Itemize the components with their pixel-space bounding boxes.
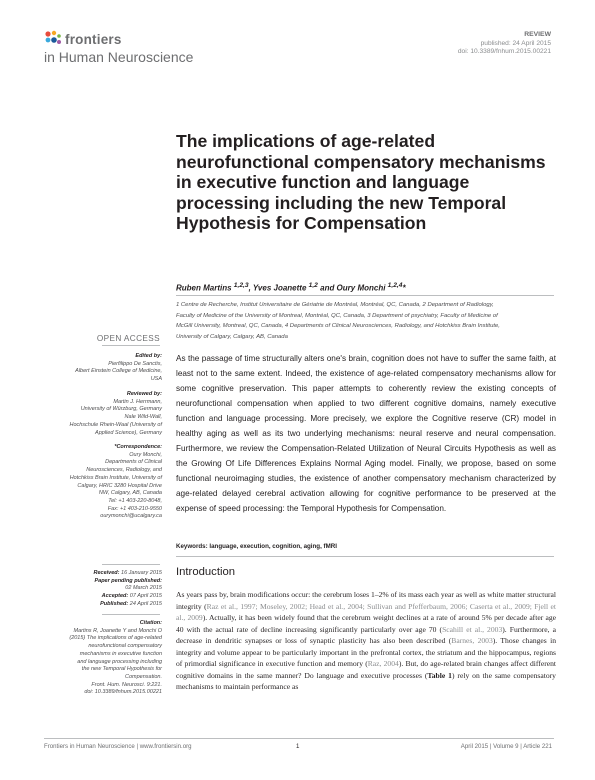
citation-line: neurofunctional compensatory	[88, 643, 162, 650]
citation-line: the new Temporal Hypothesis for	[81, 666, 162, 673]
citation-label: Citation:	[139, 620, 162, 626]
edited-by-label: Edited by:	[135, 353, 162, 359]
pending-label: Paper pending published:	[94, 577, 162, 584]
pending-date: 02 March 2015	[125, 585, 162, 592]
editor-line: Pierfilippo De Sanctis,	[108, 360, 162, 367]
article-title: The implications of age-related neurofunctional compensatory mechanisms in executive function and language processing including the new Temporal Hypothesis for Compensation	[176, 131, 546, 234]
citation-line: mechanisms in executive function	[79, 650, 162, 657]
keywords-label: Keywords:	[176, 543, 208, 550]
author-3-affil: 1,2,4	[387, 282, 403, 289]
sidebar-divider	[102, 345, 160, 346]
correspondence-line: Tel: +1 403-220-8048,	[108, 497, 162, 504]
reviewer-line: University of Würzburg, Germany	[80, 406, 162, 413]
intro-text: ). Furthermore, a decrease in dendritic synapses or loss of synaptic plasticity has also been described (	[176, 624, 556, 645]
reviewer-line: Applied Science), Germany	[95, 429, 162, 436]
reviewer-line: Hochschule Rhein-Waal (University of	[69, 421, 162, 428]
intro-text: ). Those changes in integrity and volume appear to be particularly important in the prefrontal cortex, the striatum and the hippocampus, regions of primordial significance in executive function and memory (	[176, 636, 556, 668]
keywords-list: language, execution, cognition, aging, fMRI	[209, 543, 337, 550]
section-heading-introduction: Introduction	[176, 566, 236, 578]
published-side-date: 24 April 2015	[129, 600, 162, 607]
intro-paragraph	[176, 589, 556, 693]
citation-line: Martins R, Joanette Y and Monchi O	[73, 627, 162, 634]
correspondence-line: Calgary, HRIC 3280 Hospital Drive	[77, 482, 162, 489]
footer-journal[interactable]: Frontiers in Human Neuroscience | www.frontiersin.org	[44, 743, 192, 750]
edited-by-block	[44, 353, 162, 384]
keywords	[176, 543, 337, 550]
citation-line: Compensation.	[125, 673, 162, 680]
citation-line: and language processing including	[77, 658, 162, 665]
logo-dot	[52, 31, 56, 35]
open-access-label: OPEN ACCESS	[96, 334, 160, 343]
table-reference-link[interactable]: Table 1	[427, 670, 452, 680]
logo-dot	[46, 38, 51, 43]
frontiers-logo-icon	[44, 30, 62, 48]
correspondence-block	[44, 444, 162, 521]
correspondence-line: Neurosciences, Radiology, and	[86, 467, 162, 474]
correspondence-email[interactable]: ourymonchi@ucalgary.ca	[100, 513, 162, 520]
correspondence-line: Hotchkiss Brain Institute, University of	[69, 474, 162, 481]
received-label: Received:	[93, 570, 120, 576]
author-1-affil: 1,2,3	[233, 282, 249, 289]
dates-block	[44, 570, 162, 609]
intro-text: ) rely on the same compensatory mechanisms to maintain performance as	[176, 670, 556, 691]
accepted-label: Accepted:	[101, 593, 129, 600]
correspondence-line: NW, Calgary, AB, Canada	[98, 490, 162, 497]
published-date: published: 24 April 2015	[480, 39, 551, 47]
citation-link[interactable]: Scahill et al., 2003	[442, 624, 503, 634]
keywords-divider	[176, 556, 554, 557]
article-meta	[458, 31, 551, 57]
citation-block	[44, 620, 162, 697]
intro-text: As years pass by, brain modifications occur: the cerebrum loses 1–2% of its mass each year as well as white matter structural integrity (	[176, 590, 556, 611]
correspondence-line: Fax: +1 403-210-9550	[107, 505, 162, 512]
intro-text: ). Actually, it has been widely found that the cerebrum weight declines at a rate of around 5% per decade after age 40 with the actual rate of decline increasing significantly particularly over age 70 (	[176, 613, 556, 634]
citation-line: Front. Hum. Neurosci. 9:221.	[91, 681, 162, 688]
page-number: 1	[296, 743, 300, 750]
citation-doi[interactable]: doi: 10.3389/fnhum.2015.00221	[84, 689, 162, 696]
logo-brand: frontiers	[65, 32, 122, 47]
footer-issue: April 2015 | Volume 9 | Article 221	[460, 743, 552, 750]
footer-divider	[44, 738, 554, 739]
logo-dot	[57, 34, 61, 38]
reviewer-line: Martin J. Herrmann,	[113, 398, 162, 405]
logo-journal-name: in Human Neuroscience	[44, 49, 194, 65]
reviewer-line: Nale Wild-Wall,	[124, 414, 162, 421]
logo-dot	[57, 40, 61, 44]
affiliations	[176, 300, 556, 342]
citation-line: (2015) The implications of age-related	[69, 635, 162, 642]
doi[interactable]: doi: 10.3389/fnhum.2015.00221	[457, 48, 551, 56]
reviewed-by-label: Reviewed by:	[126, 391, 162, 397]
abstract: As the passage of time structurally alters one's brain, cognition does not have to suffer the same faith, at least not to the same extent. Indeed, the existence of age-related compensatory mechanisms allow for some cognitive preservation. This paper attempts to coherently review the existing concepts of neurofunctional compensation when applied to two different cognitive domains, namely executive function and language processing. More precisely, we explore the Cognitive reserve (CR) model in healthy aging as well as its two underlying mechanisms: neural reserve and neural compensation. Furthermore, we review the Compensation-Related Utilization of Neural Circuits Hypothesis as well as the Growing Of Life Differences Explains Normal Aging model. Finally, we propose, based on some functional neuroimaging studies, the existence of another compensatory mechanism characterized by age-related delayed cerebral activation allowing for cognitive performance to be preserved at the expense of speed processing: the Temporal Hypothesis for Compensation.	[176, 354, 556, 513]
affiliation-line: Faculty of Medicine of the University of Montreal, Montréal, QC, Canada, 3 Department of psychiatry, Faculty of Medicine of	[176, 312, 498, 319]
reviewed-by-block	[44, 391, 162, 437]
sidebar-divider	[102, 614, 160, 615]
editor-line: USA	[150, 376, 162, 383]
introduction-body	[176, 589, 556, 693]
author-2-affil: 1,2	[308, 282, 318, 289]
affiliation-line: 1 Centre de Recherche, Institut Universitaire de Gériatrie de Montréal, Montréal, QC, Canada, 2 Department of Radiology,	[176, 302, 494, 308]
correspondence-line: Oury Monchi,	[129, 451, 162, 458]
affiliation-divider	[176, 295, 554, 296]
received-date: 16 January 2015	[121, 570, 162, 576]
logo-dot	[51, 37, 57, 43]
authors: Ruben Martins $^{1,2,3}$, Yves Joanette $^{1,2}$ and Oury Monchi $^{1,2,4}$*	[176, 282, 406, 293]
correspondence-line: Departments of Clinical	[105, 459, 162, 466]
editor-line: Albert Einstein College of Medicine,	[75, 368, 162, 375]
article-type: REVIEW	[524, 31, 551, 38]
citation-link[interactable]: Raz et al., 1997; Moseley, 2002; Head et al., 2004; Sullivan and Pfefferbaum, 2006; Caserta et al., 2009; Fjell et al., 2009	[176, 601, 556, 622]
affiliation-line: McGill University, Montreal, QC, Canada, 4 Departments of Clinical Neurosciences, Radiology, and Hotchkiss Brain Institute,	[176, 323, 500, 330]
accepted-date: 07 April 2015	[129, 593, 162, 600]
logo-dot	[45, 31, 50, 36]
citation-link[interactable]: Barnes, 2003	[451, 636, 493, 645]
published-label: Published:	[100, 600, 129, 607]
affiliation-line: University of Calgary, Calgary, AB, Canada	[176, 333, 288, 340]
sidebar-divider	[102, 564, 160, 565]
correspondence-label: *Correspondence:	[114, 444, 162, 450]
citation-link[interactable]: Raz, 2004	[367, 659, 399, 668]
intro-text: ). But, do age-related brain changes affect different cognitive domains in the same manner? Do language and executive processes (	[176, 659, 557, 680]
